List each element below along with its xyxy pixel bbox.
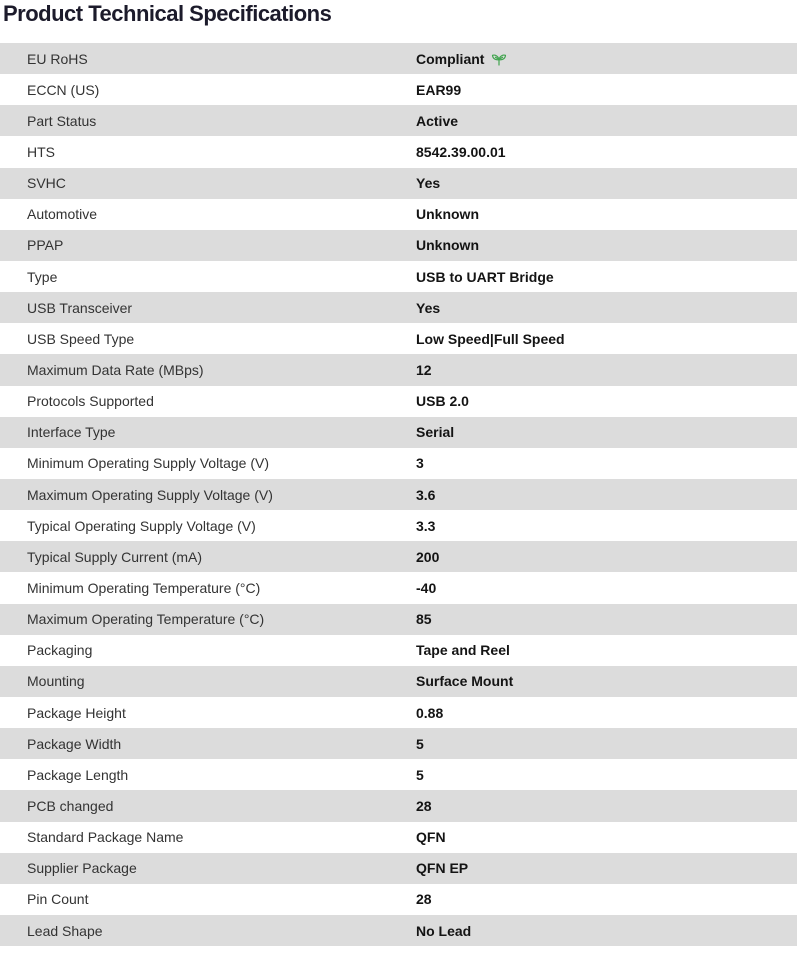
spec-label: Maximum Operating Supply Voltage (V) (27, 486, 273, 503)
spec-value-text: QFN (416, 829, 446, 846)
spec-value-text: 5 (416, 766, 424, 783)
spec-value (416, 580, 797, 596)
table-row (0, 666, 797, 697)
spec-value-text: Yes (416, 299, 441, 316)
table-row (0, 853, 797, 884)
spec-value (416, 705, 797, 721)
spec-value-text: Unknown (416, 237, 479, 254)
spec-value-text: 200 (416, 548, 440, 565)
spec-value (416, 829, 797, 845)
spec-label: Package Height (27, 704, 126, 721)
spec-label: Type (27, 268, 58, 285)
table-row (0, 479, 797, 510)
spec-value (416, 144, 797, 160)
spec-table (0, 43, 797, 946)
table-row (0, 604, 797, 635)
table-row (0, 261, 797, 292)
spec-label: Minimum Operating Temperature (°C) (27, 579, 261, 596)
spec-value (416, 860, 797, 876)
spec-value-text: Surface Mount (416, 673, 514, 690)
spec-label: ECCN (US) (27, 81, 100, 98)
spec-value-text: Compliant (416, 50, 485, 67)
spec-label: Package Width (27, 735, 122, 752)
table-row (0, 635, 797, 666)
spec-value-text: 12 (416, 361, 432, 378)
spec-value (416, 611, 797, 627)
table-row (0, 915, 797, 946)
spec-value-text: Low Speed|Full Speed (416, 330, 565, 347)
table-row (0, 354, 797, 385)
seedling-icon (491, 53, 507, 66)
table-row (0, 417, 797, 448)
spec-value (416, 51, 797, 67)
spec-label: Supplier Package (27, 860, 137, 877)
table-row (0, 884, 797, 915)
spec-label: Package Length (27, 766, 129, 783)
spec-value (416, 642, 797, 658)
spec-label: PPAP (27, 237, 64, 254)
spec-value-text: No Lead (416, 922, 472, 939)
spec-label: Standard Package Name (27, 829, 184, 846)
spec-value-text: USB to UART Bridge (416, 268, 554, 285)
spec-value (416, 206, 797, 222)
spec-value (416, 113, 797, 129)
spec-label: Mounting (27, 673, 85, 690)
spec-value (416, 175, 797, 191)
spec-label: EU RoHS (27, 50, 88, 67)
table-row (0, 43, 797, 74)
spec-label: Lead Shape (27, 922, 103, 939)
spec-label: Maximum Data Rate (MBps) (27, 361, 204, 378)
spec-value (416, 362, 797, 378)
spec-label: Packaging (27, 642, 93, 659)
spec-value-text: USB 2.0 (416, 393, 469, 410)
spec-label: Maximum Operating Temperature (°C) (27, 611, 265, 628)
spec-value-text: Unknown (416, 206, 479, 223)
table-row (0, 386, 797, 417)
spec-label: Pin Count (27, 891, 89, 908)
spec-value-text: Tape and Reel (416, 642, 510, 659)
table-row (0, 323, 797, 354)
spec-value-text: QFN EP (416, 860, 469, 877)
spec-value-text: EAR99 (416, 81, 462, 98)
spec-label: Typical Operating Supply Voltage (V) (27, 517, 256, 534)
table-row (0, 728, 797, 759)
spec-value (416, 518, 797, 534)
spec-label: USB Speed Type (27, 330, 135, 347)
table-row (0, 697, 797, 728)
spec-value-text: 28 (416, 797, 432, 814)
spec-value-text: 3.3 (416, 517, 436, 534)
table-row (0, 199, 797, 230)
spec-value (416, 487, 797, 503)
spec-label: Typical Supply Current (mA) (27, 548, 203, 565)
spec-value-text: -40 (416, 579, 437, 596)
page-title: Product Technical Specifications (3, 1, 332, 26)
spec-value-text: Serial (416, 424, 455, 441)
spec-label: Protocols Supported (27, 393, 154, 410)
table-row (0, 292, 797, 323)
spec-value (416, 393, 797, 409)
spec-value (416, 269, 797, 285)
spec-value (416, 673, 797, 689)
spec-value (416, 923, 797, 939)
table-row (0, 790, 797, 821)
table-row (0, 136, 797, 167)
table-row (0, 168, 797, 199)
spec-value-text: 85 (416, 611, 432, 628)
spec-value (416, 455, 797, 471)
spec-value-text: 3.6 (416, 486, 436, 503)
spec-value (416, 300, 797, 316)
spec-value-text: 28 (416, 891, 432, 908)
spec-label: Part Status (27, 112, 97, 129)
table-row (0, 822, 797, 853)
spec-value-text: 3 (416, 455, 424, 472)
table-row (0, 572, 797, 603)
spec-value (416, 237, 797, 253)
table-row (0, 448, 797, 479)
table-row (0, 230, 797, 261)
spec-label: PCB changed (27, 797, 114, 814)
spec-label: USB Transceiver (27, 299, 133, 316)
spec-label: Interface Type (27, 424, 116, 441)
spec-value-text: 0.88 (416, 704, 444, 721)
spec-value (416, 82, 797, 98)
spec-label: Automotive (27, 206, 98, 223)
spec-value (416, 549, 797, 565)
spec-label: SVHC (27, 175, 66, 192)
table-row (0, 759, 797, 790)
spec-value (416, 424, 797, 440)
spec-value-text: Yes (416, 175, 441, 192)
table-row (0, 74, 797, 105)
spec-value (416, 736, 797, 752)
table-row (0, 541, 797, 572)
spec-value-text: 8542.39.00.01 (416, 143, 506, 160)
spec-label: HTS (27, 143, 55, 160)
spec-value (416, 798, 797, 814)
spec-value (416, 331, 797, 347)
table-row (0, 105, 797, 136)
table-row (0, 510, 797, 541)
spec-label: Minimum Operating Supply Voltage (V) (27, 455, 269, 472)
spec-value (416, 767, 797, 783)
spec-value-text: Active (416, 112, 459, 129)
spec-value-text: 5 (416, 735, 424, 752)
spec-value (416, 891, 797, 907)
